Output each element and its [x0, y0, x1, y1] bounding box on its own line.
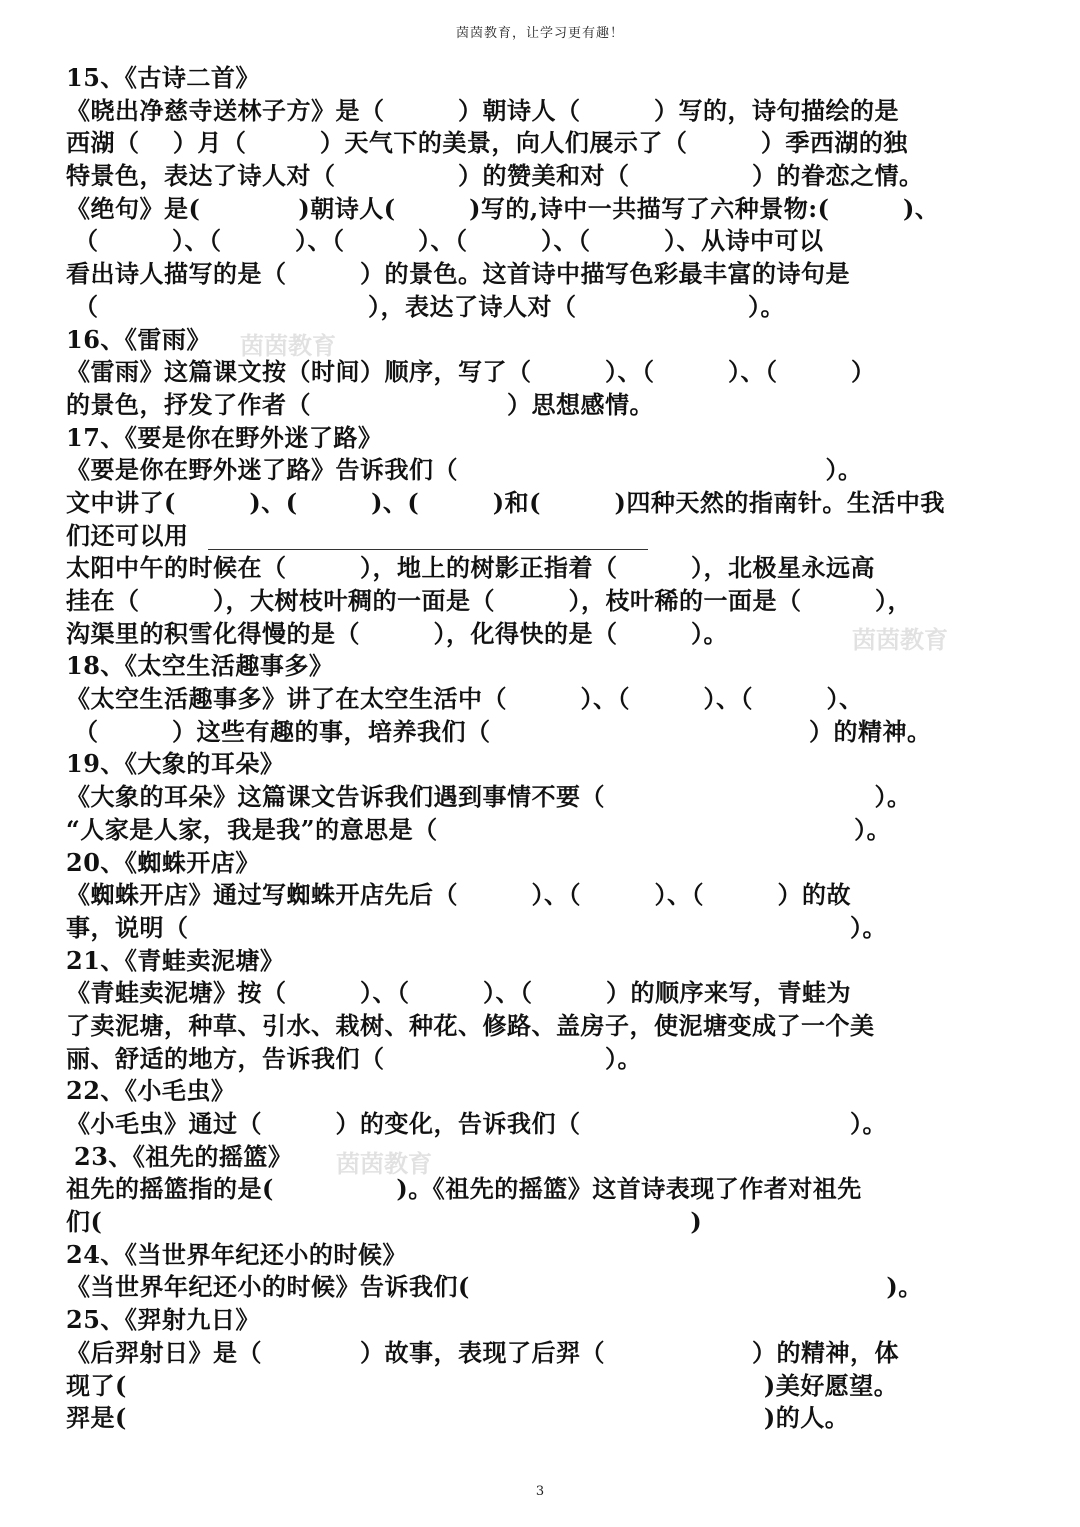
- question-line: 祖先的摇篮指的是( )。《祖先的摇篮》这首诗表现了作者对祖先: [66, 1174, 862, 1204]
- section-title: 23、《祖先的摇篮》: [74, 1141, 293, 1171]
- watermark: 茵茵教育: [240, 331, 336, 360]
- section-title: 22、《小毛虫》: [66, 1076, 236, 1106]
- page-number: 3: [535, 1484, 545, 1499]
- question-line: 《后羿射日》是（ ）故事，表现了后羿（ ）的精神，体: [66, 1337, 899, 1367]
- question-line: 《小毛虫》通过（ ）的变化，告诉我们（ ）。: [66, 1109, 887, 1138]
- section-title: 24、《当世界年纪还小的时候》: [66, 1239, 407, 1269]
- watermark: 茵茵教育: [336, 1149, 432, 1178]
- question-line: 西湖（ ）月（ ）天气下的美景，向人们展示了（ ）季西湖的独: [66, 128, 908, 158]
- question-line: 《当世界年纪还小的时候》告诉我们( )。: [66, 1272, 923, 1302]
- question-line: 文中讲了( )、( )、( )和( )四种天然的指南针。生活中我: [66, 487, 945, 517]
- answer-underline: [208, 549, 648, 550]
- section-title: 25、《羿射九日》: [66, 1305, 260, 1335]
- page-header: 茵茵教育，让学习更有趣！: [455, 26, 624, 41]
- question-line: 太阳中午的时候在（ ），地上的树影正指着（ ），北极星永远高: [66, 553, 875, 583]
- question-line: （ ），表达了诗人对（ ）。: [74, 291, 785, 321]
- question-line: 羿是( )的人。: [66, 1403, 850, 1433]
- section-title: 17、《要是你在野外迷了路》: [66, 422, 383, 452]
- question-line: 特景色，表达了诗人对（ ）的赞美和对（ ）的眷恋之情。: [66, 161, 924, 191]
- question-line: 《太空生活趣事多》讲了在太空生活中（ ）、（ ）、（ ）、: [66, 684, 864, 714]
- section-title: 18、《太空生活趣事多》: [66, 651, 334, 681]
- question-line: 了卖泥塘，种草、引水、栽树、种花、修路、盖房子，使泥塘变成了一个美: [66, 1010, 875, 1040]
- question-line: 丽、舒适的地方，告诉我们（ ）。: [66, 1043, 642, 1073]
- question-line: 事，说明（ ）。: [66, 912, 887, 942]
- question-line: 挂在（ ），大树枝叶稠的一面是（ ），枝叶稀的一面是（ ），: [66, 586, 912, 615]
- question-line: （ ）、（ ）、（ ）、（ ）、（ ）、从诗中可以: [74, 226, 824, 256]
- question-line: 《要是你在野外迷了路》告诉我们（ ）。: [66, 455, 863, 485]
- question-line: “人家是人家，我是我”的意思是（ ）。: [66, 814, 892, 844]
- question-line: 《绝句》是( )朝诗人( )写的,诗中一共描写了六种景物:( )、: [66, 193, 940, 223]
- section-title: 21、《青蛙卖泥塘》: [66, 945, 285, 975]
- question-line: 《蜘蛛开店》通过写蜘蛛开店先后（ ）、（ ）、（ ）的故: [66, 880, 851, 910]
- question-line: 《大象的耳朵》这篇课文告诉我们遇到事情不要（ ）。: [66, 782, 912, 812]
- question-line: 看出诗人描写的是（ ）的景色。这首诗中描写色彩最丰富的诗句是: [66, 259, 850, 289]
- question-line: 《雷雨》这篇课文按（时间）顺序，写了（ ）、（ ）、（ ）: [66, 357, 876, 387]
- question-line: 《青蛙卖泥塘》按（ ）、（ ）、（ ）的顺序来写，青蛙为: [66, 978, 851, 1008]
- question-line: 的景色，抒发了作者（ ）思想感情。: [66, 389, 654, 419]
- question-line: 们还可以用: [66, 520, 189, 550]
- question-line: （ ）这些有趣的事，培养我们（ ）的精神。: [74, 716, 932, 746]
- question-line: 们( ): [66, 1207, 703, 1237]
- section-title: 20、《蜘蛛开店》: [66, 847, 260, 877]
- question-line: 现了( )美好愿望。: [66, 1370, 899, 1400]
- section-title: 16、《雷雨》: [66, 324, 211, 354]
- section-title: 15、《古诗二首》: [66, 63, 260, 92]
- question-line: 沟渠里的积雪化得慢的是（ ），化得快的是（ ）。: [66, 618, 728, 648]
- section-title: 19、《大象的耳朵》: [66, 749, 285, 779]
- question-line: 《晓出净慈寺送林子方》是（ ）朝诗人（ ）写的，诗句描绘的是: [66, 95, 899, 125]
- watermark: 茵茵教育: [852, 625, 948, 654]
- worksheet-body: [66, 62, 1016, 1435]
